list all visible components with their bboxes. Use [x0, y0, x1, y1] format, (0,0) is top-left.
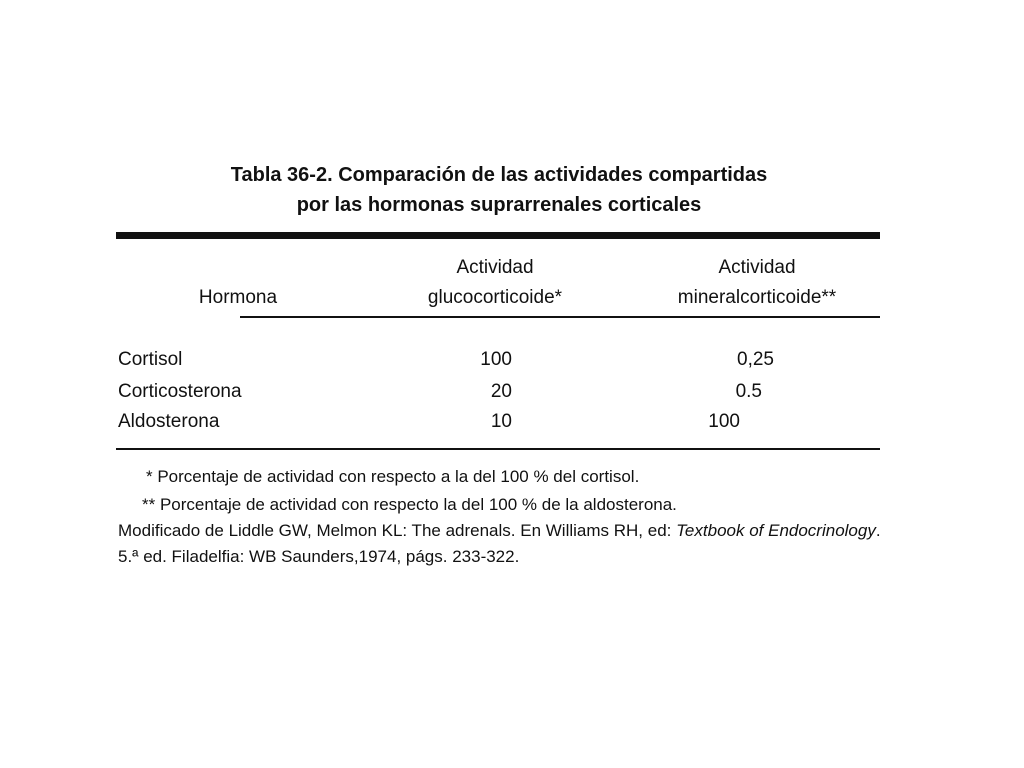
row-aldosterona-mineral: 100	[708, 411, 740, 432]
top-rule	[116, 232, 880, 239]
table-title-line1: Tabla 36-2. Comparación de las actividades compartidas	[230, 164, 768, 186]
header-mineral-line1: Actividad	[718, 257, 796, 278]
table-title	[114, 160, 884, 220]
row-cortisol-gluco: 100	[480, 349, 512, 370]
row-corticosterona-mineral: 0.5	[735, 381, 762, 402]
bottom-rule	[116, 448, 880, 450]
source-text-post: . 5.ª ed. Filadelfia: WB Saunders,1974, págs. 233-322.	[118, 521, 881, 566]
footnote-gluco: * Porcentaje de actividad con respecto a la del 100 % del cortisol.	[146, 467, 640, 486]
row-corticosterona-hormona: Corticosterona	[118, 381, 242, 402]
header-rule	[240, 316, 880, 318]
source-citation	[118, 518, 888, 570]
row-aldosterona-hormona: Aldosterona	[118, 411, 220, 432]
footnote-mineral: ** Porcentaje de actividad con respecto la del 100 % de la aldosterona.	[142, 495, 677, 514]
row-cortisol-hormona: Cortisol	[118, 349, 183, 370]
header-gluco-line1: Actividad	[456, 257, 534, 278]
header-gluco-line2: glucocorticoide*	[427, 287, 563, 308]
row-cortisol-mineral: 0,25	[737, 349, 774, 370]
header-hormona: Hormona	[198, 287, 278, 308]
source-book-title: Textbook of Endocrinology	[676, 521, 876, 540]
row-aldosterona-gluco: 10	[490, 411, 512, 432]
table-title-line2: por las hormonas suprarrenales corticales	[296, 194, 702, 216]
row-corticosterona-gluco: 20	[490, 381, 512, 402]
source-text-pre: Modificado de Liddle GW, Melmon KL: The adrenals. En Williams RH, ed:	[118, 521, 672, 540]
header-mineral-line2: mineralcorticoide**	[677, 287, 837, 308]
